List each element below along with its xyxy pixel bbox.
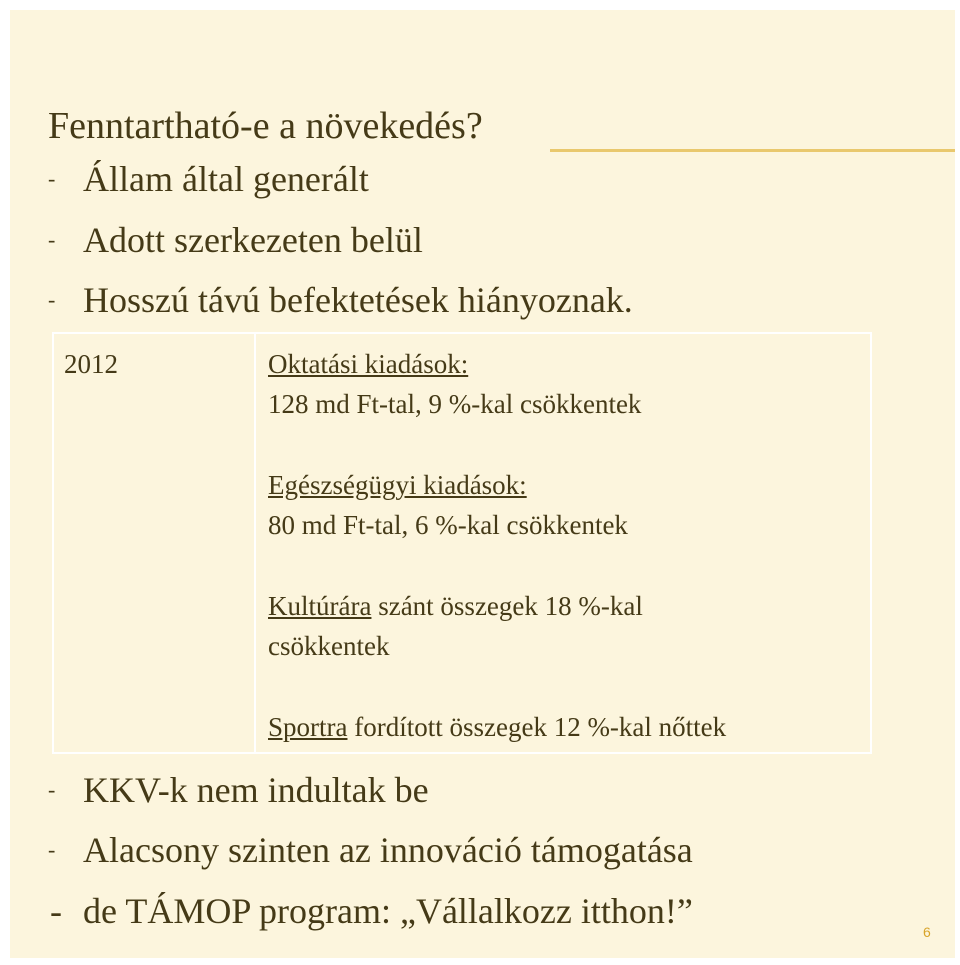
bullet-dash: - bbox=[48, 777, 56, 802]
bullet-text: Adott szerkezeten belül bbox=[83, 220, 423, 260]
slide bbox=[10, 10, 955, 958]
table-row bbox=[53, 333, 871, 753]
culture-detail-continued: csökkentek bbox=[268, 631, 390, 661]
health-detail: 80 md Ft-tal, 6 %-kal csökkentek bbox=[268, 510, 628, 540]
culture-keyword: Kultúrára bbox=[268, 591, 372, 621]
slide-title: Fenntartható-e a növekedés? bbox=[48, 105, 483, 147]
year-cell bbox=[53, 333, 255, 753]
details-cell bbox=[255, 333, 871, 753]
sport-item bbox=[268, 707, 870, 747]
bullet-text: KKV-k nem indultak be bbox=[83, 770, 429, 810]
bullet-dash: - bbox=[50, 891, 62, 931]
education-heading: Oktatási kiadások: bbox=[268, 349, 469, 379]
education-item bbox=[268, 344, 870, 424]
year-label: 2012 bbox=[64, 349, 118, 379]
bullet-dash: - bbox=[48, 166, 56, 191]
bullet-text: de TÁMOP program: „Vállalkozz itthon!” bbox=[83, 891, 693, 931]
culture-detail: szánt összegek 18 %-kal bbox=[371, 591, 643, 621]
culture-item bbox=[268, 586, 870, 666]
bullet-text: Hosszú távú befektetések hiányoznak. bbox=[83, 280, 633, 320]
health-heading: Egészségügyi kiadások: bbox=[268, 470, 527, 500]
sport-detail: fordított összegek 12 %-kal nőttek bbox=[347, 712, 727, 742]
bullet-text: Alacsony szinten az innováció támogatása bbox=[83, 830, 693, 870]
bullet-dash: - bbox=[48, 837, 56, 862]
budget-table bbox=[52, 332, 872, 754]
education-detail: 128 md Ft-tal, 9 %-kal csökkentek bbox=[268, 389, 642, 419]
bullet-dash: - bbox=[48, 227, 56, 252]
health-item bbox=[268, 465, 870, 545]
sport-keyword: Sportra bbox=[268, 712, 348, 742]
bullet-text: Állam által generált bbox=[83, 159, 369, 199]
title-underline-rule bbox=[550, 149, 955, 152]
page-number: 6 bbox=[923, 924, 931, 940]
bullet-dash: - bbox=[48, 287, 56, 312]
